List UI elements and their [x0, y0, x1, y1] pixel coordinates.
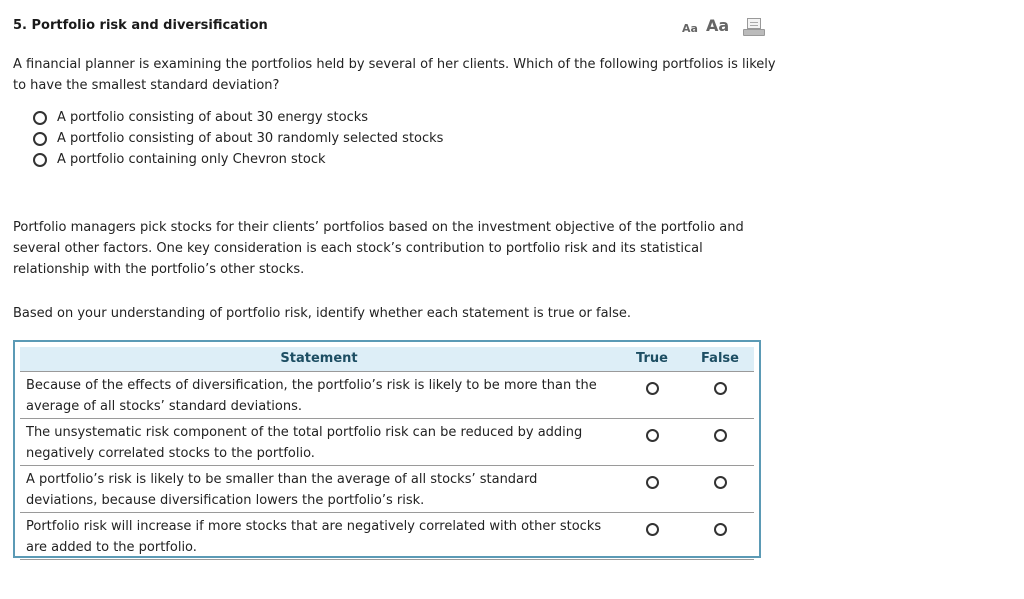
true-radio[interactable]: [646, 476, 659, 489]
text-size-tools: [682, 16, 765, 36]
false-column-header: False: [686, 347, 754, 371]
answer-option-label: A portfolio consisting of about 30 energy stocks: [57, 110, 369, 125]
statement-text: Because of the effects of diversification, the portfolio’s risk is likely to be more than the average of all stocks’ standard deviations.: [20, 371, 618, 418]
radio-button[interactable]: [33, 132, 47, 146]
instruction-paragraph: Based on your understanding of portfolio risk, identify whether each statement is true or false.: [13, 306, 632, 321]
table-row: [20, 371, 754, 418]
answer-option[interactable]: [33, 128, 443, 149]
true-radio[interactable]: [646, 429, 659, 442]
table-row: [20, 512, 754, 559]
answer-option-label: A portfolio containing only Chevron stock: [57, 152, 326, 167]
true-radio[interactable]: [646, 382, 659, 395]
true-radio[interactable]: [646, 523, 659, 536]
print-icon[interactable]: [743, 18, 765, 36]
statement-text: Portfolio risk will increase if more stocks that are negatively correlated with other stocks are added to the portfolio.: [20, 512, 618, 559]
statement-text: A portfolio’s risk is likely to be smaller than the average of all stocks’ standard deviations, because diversification lowers the portfolio’s risk.: [20, 465, 618, 512]
statement-column-header: Statement: [20, 347, 618, 371]
answer-option[interactable]: [33, 107, 443, 128]
answer-options: [33, 107, 443, 170]
answer-option-label: A portfolio consisting of about 30 randomly selected stocks: [57, 131, 444, 146]
question-title: 5. Portfolio risk and diversification: [13, 18, 268, 33]
false-radio[interactable]: [714, 429, 727, 442]
answer-option[interactable]: [33, 149, 443, 170]
question-intro: A financial planner is examining the portfolios held by several of her clients. Which of the following portfolios is likely to have the smallest standard deviation?: [13, 57, 776, 93]
increase-text-size-button[interactable]: Aa: [705, 16, 730, 35]
decrease-text-size-button[interactable]: Aa: [682, 22, 698, 35]
radio-button[interactable]: [33, 111, 47, 125]
true-false-table: [13, 340, 761, 558]
table-row: [20, 465, 754, 512]
false-radio[interactable]: [714, 523, 727, 536]
false-radio[interactable]: [714, 476, 727, 489]
table-row: [20, 418, 754, 465]
statement-text: The unsystematic risk component of the total portfolio risk can be reduced by adding negatively correlated stocks to the portfolio.: [20, 418, 618, 465]
context-paragraph: Portfolio managers pick stocks for their clients’ portfolios based on the investment objective of the portfolio and several other factors. One key consideration is each stock’s contribution to portfolio risk and its statistical relationship with the portfolio’s other stocks.: [13, 220, 744, 277]
true-column-header: True: [618, 347, 686, 371]
false-radio[interactable]: [714, 382, 727, 395]
radio-button[interactable]: [33, 153, 47, 167]
